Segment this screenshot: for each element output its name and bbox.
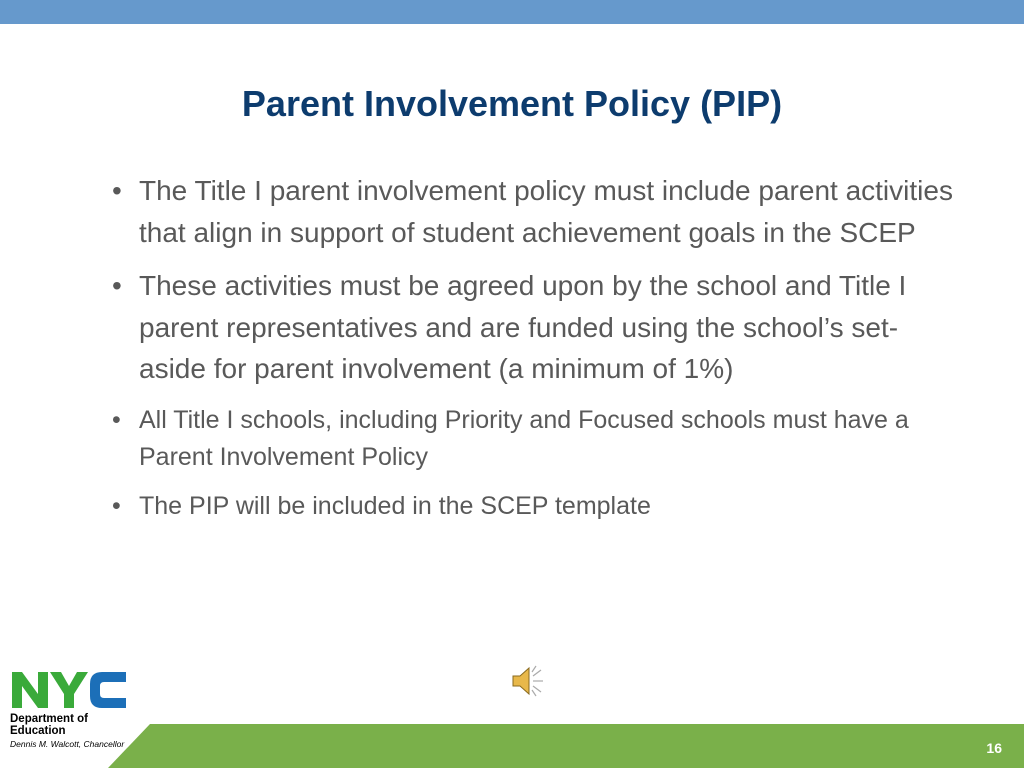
department-line-2: Education [10,725,66,737]
bullet-item [112,488,962,525]
slide-title: Parent Involvement Policy (PIP) [241,83,783,124]
bullet-text: All Title I schools, including Priority and Focused schools must have a Parent Involvement Policy [139,405,909,471]
nyc-doe-logo [10,670,160,750]
page-number: 16 [986,740,1002,756]
top-bar-fill [0,0,1024,24]
bullet-dot: • [112,175,122,206]
bullet-item [112,265,962,390]
bullet-dot: • [112,270,122,301]
bullet-dot: • [112,491,121,520]
bullet-list [112,170,962,537]
bullet-text: These activities must be agreed upon by the school and Title I parent representatives and are funded using the school’s set-aside for parent involvement (a minimum of 1%) [139,270,907,384]
chancellor-name: Dennis M. Walcott, Chancellor [10,739,125,749]
bullet-text: The Title I parent involvement policy must include parent activities that align in support of student achievement goals in the SCEP [139,175,953,248]
bullet-item [112,402,962,476]
speaker-body [513,668,529,694]
bullet-text: The PIP will be included in the SCEP template [139,491,651,520]
footer-band-fill [108,724,1024,768]
bullet-item [112,170,962,253]
nyc-logo-icon [10,670,128,710]
speaker-icon[interactable] [510,664,546,698]
department-name [10,713,150,737]
bullet-dot: • [112,405,121,434]
top-bar [0,0,1024,24]
department-line-1: Department of [10,713,88,725]
